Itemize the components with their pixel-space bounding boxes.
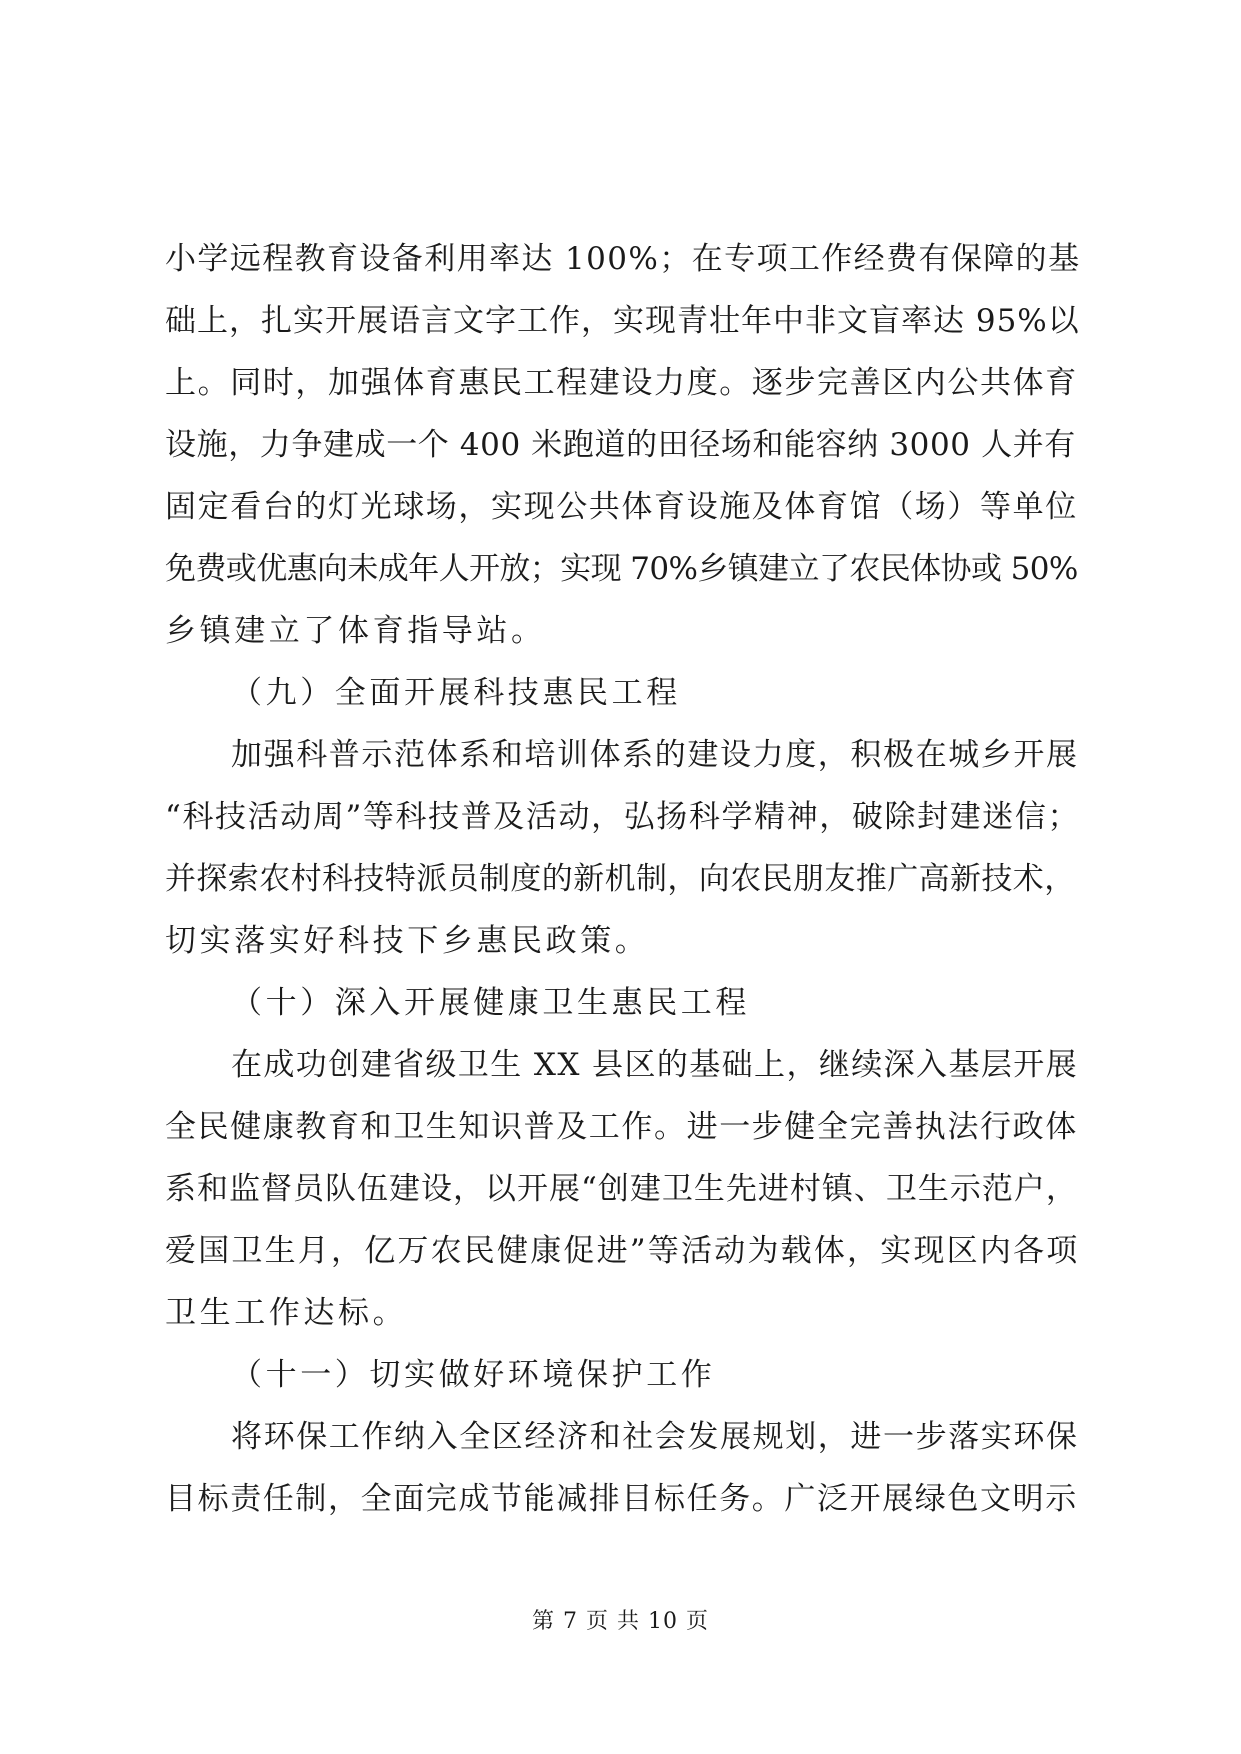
body-line: 系和监督员队伍建设，以开展“创建卫生先进村镇、卫生示范户，	[165, 1171, 1078, 1207]
body-line: 爱国卫生月，亿万农民健康促进”等活动为载体，实现区内各项	[165, 1233, 1080, 1269]
body-line: 目标责任制，全面完成节能减排目标任务。广泛开展绿色文明示	[165, 1481, 1078, 1517]
paragraph-first-line: 将环保工作纳入全区经济和社会发展规划，进一步落实环保	[231, 1419, 1079, 1455]
section-heading-11: （十一）切实做好环境保护工作	[231, 1357, 716, 1393]
paragraph-first-line: 在成功创建省级卫生 XX 县区的基础上，继续深入基层开展	[231, 1047, 1079, 1083]
section-heading-10: （十）深入开展健康卫生惠民工程	[231, 985, 750, 1021]
body-line: 乡镇建立了体育指导站。	[165, 613, 546, 649]
document-body	[165, 228, 1080, 1530]
body-line: 设施，力争建成一个 400 米跑道的田径场和能容纳 3000 人并有	[165, 427, 1076, 463]
section-heading-9: （九）全面开展科技惠民工程	[231, 675, 681, 711]
body-line: 免费或优惠向未成年人开放；实现 70%乡镇建立了农民体协或 50%	[165, 551, 1078, 587]
body-line: 卫生工作达标。	[165, 1295, 408, 1331]
body-line: 并探索农村科技特派员制度的新机制，向农民朋友推广高新技术，	[165, 861, 1076, 897]
body-line: 切实落实好科技下乡惠民政策。	[165, 923, 650, 959]
body-line: 小学远程教育设备利用率达 100%；在专项工作经费有保障的基	[165, 241, 1081, 277]
page-footer	[0, 1604, 1241, 1635]
body-line: 础上，扎实开展语言文字工作，实现青壮年中非文盲率达 95%以	[165, 303, 1080, 339]
page-number: 第 7 页 共 10 页	[532, 1609, 709, 1634]
body-line: 全民健康教育和卫生知识普及工作。进一步健全完善执法行政体	[165, 1109, 1078, 1145]
body-line: 上。同时，加强体育惠民工程建设力度。逐步完善区内公共体育	[165, 365, 1078, 401]
paragraph-first-line: 加强科普示范体系和培训体系的建设力度，积极在城乡开展	[231, 737, 1079, 773]
body-line: 固定看台的灯光球场，实现公共体育设施及体育馆（场）等单位	[165, 489, 1078, 525]
body-line: “科技活动周”等科技普及活动，弘扬科学精神，破除封建迷信；	[165, 799, 1081, 835]
